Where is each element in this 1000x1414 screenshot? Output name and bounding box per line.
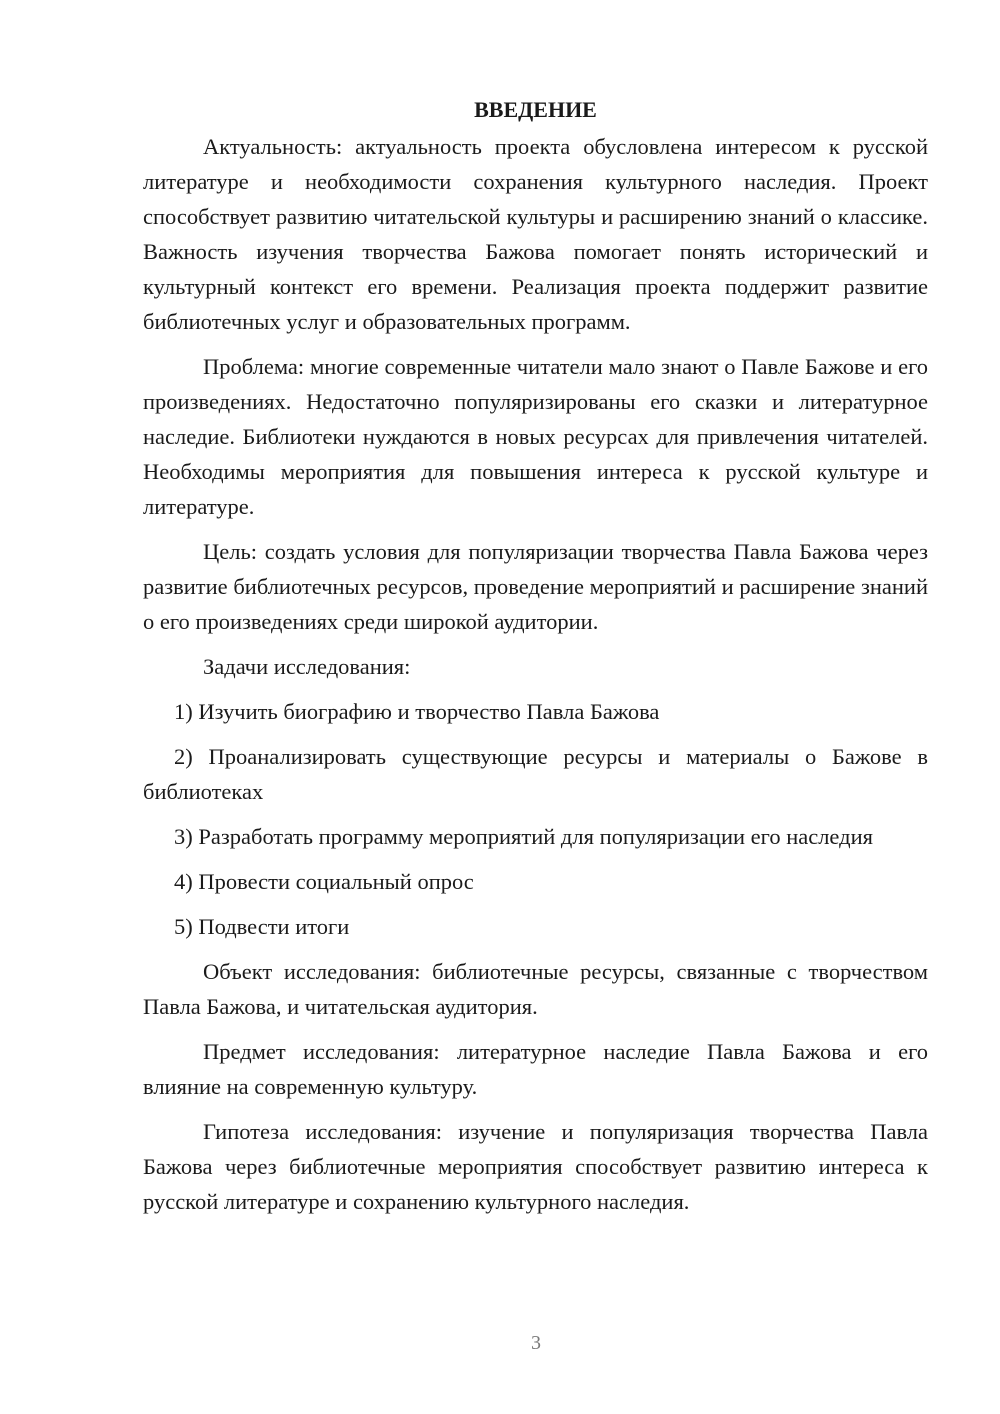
goal-paragraph: Цель: создать условия для популяризации творчества Павла Бажова через развитие библиотечных ресурсов, проведение мероприятий и расширение знаний о его произведениях среди широкой аудитории. xyxy=(143,539,928,634)
object-paragraph: Объект исследования: библиотечные ресурсы, связанные с творчеством Павла Бажова, и читательская аудитория. xyxy=(143,959,928,1019)
problem-paragraph: Проблема: многие современные читатели мало знают о Павле Бажове и его произведениях. Недостаточно популяризированы его сказки и литературное наследие. Библиотеки нуждаются в новых ресурсах для привлечения читателей. Необходимы мероприятия для повышения интереса к русской культуре и литературе. xyxy=(143,354,928,519)
task-item: 4) Провести социальный опрос xyxy=(174,869,474,894)
document-page xyxy=(143,92,928,1229)
relevance-paragraph: Актуальность: актуальность проекта обусловлена интересом к русской литературе и необходимости сохранения культурного наследия. Проект способствует развитию читательской культуры и расширению знаний о классике. Важность изучения творчества Бажова помогает понять исторический и культурный контекст его времени. Реализация проекта поддержит развитие библиотечных услуг и образовательных программ. xyxy=(143,134,928,334)
task-item: 1) Изучить биографию и творчество Павла Бажова xyxy=(174,699,660,724)
task-item: 5) Подвести итоги xyxy=(174,914,350,939)
page-number: 3 xyxy=(531,1332,541,1354)
document-title: ВВЕДЕНИЕ xyxy=(474,97,597,122)
subject-paragraph: Предмет исследования: литературное наследие Павла Бажова и его влияние на современную культуру. xyxy=(143,1039,928,1099)
hypothesis-paragraph: Гипотеза исследования: изучение и популяризация творчества Павла Бажова через библиотечные мероприятия способствует развитию интереса к русской литературе и сохранению культурного наследия. xyxy=(143,1119,928,1214)
tasks-heading: Задачи исследования: xyxy=(203,654,411,679)
task-item: 3) Разработать программу мероприятий для популяризации его наследия xyxy=(174,824,873,849)
task-item: 2) Проанализировать существующие ресурсы и материалы о Бажове в библиотеках xyxy=(143,744,928,804)
tasks-list xyxy=(143,694,928,944)
